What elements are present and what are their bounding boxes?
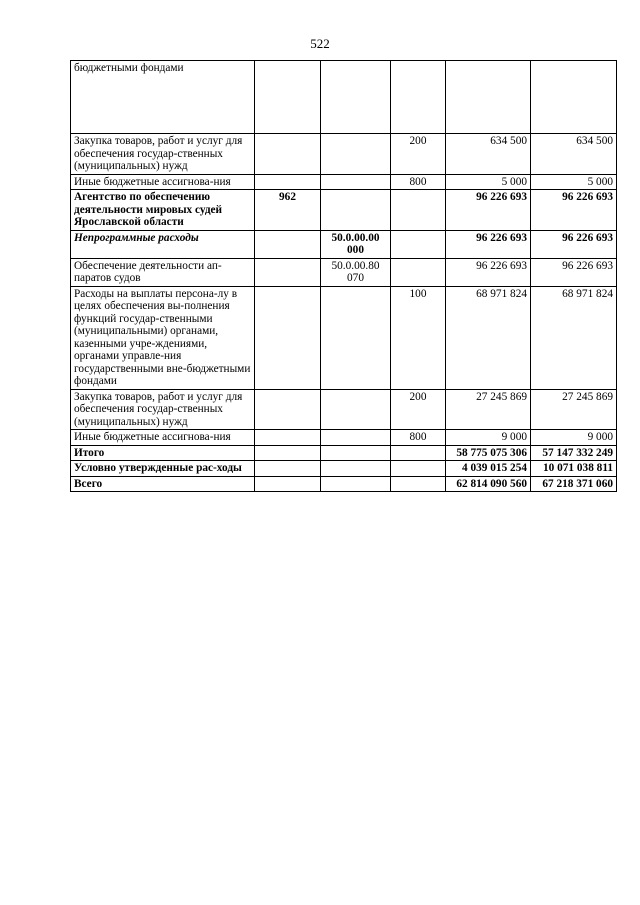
row-year2: 96 226 693: [531, 258, 617, 286]
row-year1: 5 000: [446, 174, 531, 190]
row-year1: 96 226 693: [446, 190, 531, 231]
row-type: 200: [391, 389, 446, 430]
row-type: [391, 476, 446, 492]
row-type: [391, 258, 446, 286]
row-dept: 962: [255, 190, 321, 231]
row-name: Расходы на выплаты персона-лу в целях обеспечения вы-полнения функций государ-ственными (муниципальными) органами, казенными учре-ждениями, органами управле-ния государственными вне-бюджетными фондами: [71, 286, 255, 389]
row-dept: [255, 258, 321, 286]
row-target: 50.0.00.80 070: [321, 258, 391, 286]
row-year1: 62 814 090 560: [446, 476, 531, 492]
row-name: Иные бюджетные ассигнова-ния: [71, 174, 255, 190]
row-year1: 27 245 869: [446, 389, 531, 430]
row-dept: [255, 174, 321, 190]
row-target: 50.0.00.00 000: [321, 230, 391, 258]
row-type: 800: [391, 430, 446, 446]
table-row: [71, 134, 617, 175]
row-type: 200: [391, 134, 446, 175]
row-year2: 27 245 869: [531, 389, 617, 430]
row-year2: 634 500: [531, 134, 617, 175]
row-target: [321, 61, 391, 134]
row-year2: 57 147 332 249: [531, 445, 617, 461]
table-row: [71, 286, 617, 389]
page-number: 522: [310, 36, 330, 51]
row-dept: [255, 445, 321, 461]
row-name: Обеспечение деятельности ап-паратов судов: [71, 258, 255, 286]
row-year2: 96 226 693: [531, 190, 617, 231]
row-dept: [255, 461, 321, 477]
table-row: [71, 389, 617, 430]
row-year2: 5 000: [531, 174, 617, 190]
row-target: [321, 190, 391, 231]
table-row: [71, 430, 617, 446]
row-name: Закупка товаров, работ и услуг для обеспечения государ-ственных (муниципальных) нужд: [71, 389, 255, 430]
row-year1: 58 775 075 306: [446, 445, 531, 461]
row-type: [391, 445, 446, 461]
row-year2: 10 071 038 811: [531, 461, 617, 477]
row-year1: 4 039 015 254: [446, 461, 531, 477]
row-name: Непрограммные расходы: [71, 230, 255, 258]
row-target: [321, 174, 391, 190]
row-dept: [255, 476, 321, 492]
row-year1: 68 971 824: [446, 286, 531, 389]
row-target: [321, 461, 391, 477]
row-year1: 96 226 693: [446, 230, 531, 258]
table-row: [71, 230, 617, 258]
row-name: Закупка товаров, работ и услуг для обеспечения государ-ственных (муниципальных) нужд: [71, 134, 255, 175]
row-name: бюджетными фондами: [71, 61, 255, 134]
row-dept: [255, 61, 321, 134]
table-row: [71, 445, 617, 461]
row-type: [391, 461, 446, 477]
row-name: Иные бюджетные ассигнова-ния: [71, 430, 255, 446]
row-target: [321, 476, 391, 492]
row-dept: [255, 230, 321, 258]
row-name: Итого: [71, 445, 255, 461]
row-dept: [255, 134, 321, 175]
table-row: [71, 476, 617, 492]
budget-table: [70, 60, 617, 492]
row-year2: 67 218 371 060: [531, 476, 617, 492]
row-target: [321, 134, 391, 175]
row-year1: 9 000: [446, 430, 531, 446]
row-dept: [255, 286, 321, 389]
row-target: [321, 445, 391, 461]
row-type: 100: [391, 286, 446, 389]
row-target: [321, 389, 391, 430]
row-type: [391, 190, 446, 231]
row-type: [391, 230, 446, 258]
row-year2: 96 226 693: [531, 230, 617, 258]
row-name: Агентство по обеспечению деятельности мировых судей Ярославской области: [71, 190, 255, 231]
table-row: [71, 174, 617, 190]
row-type: 800: [391, 174, 446, 190]
row-type: [391, 61, 446, 134]
row-year1: 634 500: [446, 134, 531, 175]
row-target: [321, 430, 391, 446]
row-dept: [255, 389, 321, 430]
table-row: [71, 258, 617, 286]
row-target: [321, 286, 391, 389]
table-row: [71, 461, 617, 477]
row-year1: [446, 61, 531, 134]
table-row: [71, 190, 617, 231]
row-year2: 68 971 824: [531, 286, 617, 389]
row-year2: [531, 61, 617, 134]
row-dept: [255, 430, 321, 446]
row-year1: 96 226 693: [446, 258, 531, 286]
row-name: Условно утвержденные рас-ходы: [71, 461, 255, 477]
row-name: Всего: [71, 476, 255, 492]
table-row: [71, 61, 617, 134]
row-year2: 9 000: [531, 430, 617, 446]
